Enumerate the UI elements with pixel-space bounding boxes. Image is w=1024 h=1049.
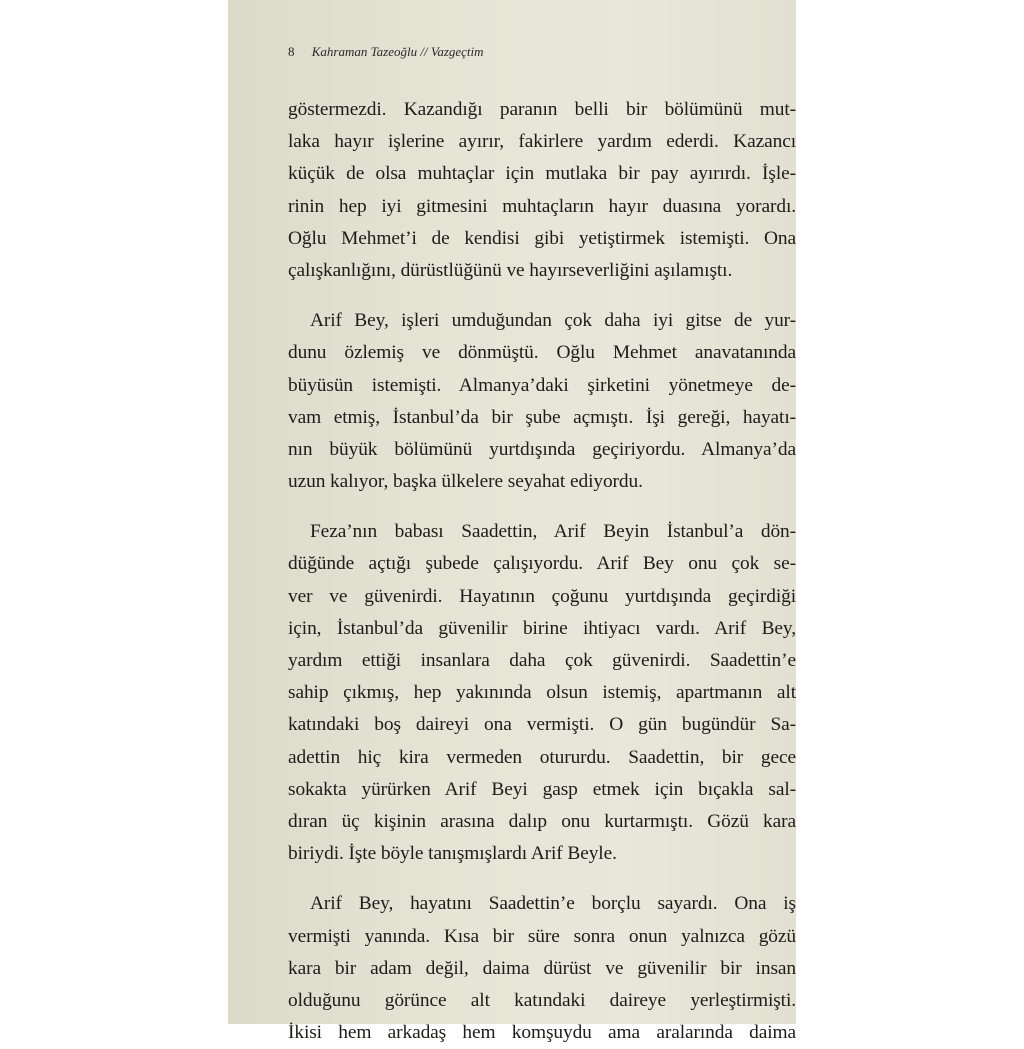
paragraph-2: [288, 305, 796, 498]
text-line: rinin hep iyi gitmesini muhtaçların hayır duasına yorardı.: [288, 195, 796, 217]
text-line: adettin hiç kira vermeden otururdu. Saadettin, bir gece: [288, 746, 796, 768]
text-line: vam etmiş, İstanbul’da bir şube açmıştı. İşi gereği, hayatı-: [288, 406, 796, 428]
text-line: nın büyük bölümünü yurtdışında geçiriyordu. Almanya’da: [288, 438, 796, 460]
book-page: [228, 0, 796, 1044]
text-line: dunu özlemiş ve dönmüştü. Oğlu Mehmet anavatanında: [288, 342, 796, 364]
text-line: ver ve güvenirdi. Hayatının çoğunu yurtdışında geçirdiği: [288, 585, 796, 607]
text-line: Feza’nın babası Saadettin, Arif Beyin İstanbul’a dön-: [310, 521, 796, 543]
page-number: 8: [288, 44, 295, 59]
text-line: çalışkanlığını, dürüstlüğünü ve hayırseverliğini aşılamıştı.: [288, 259, 733, 281]
paragraph-3: [288, 516, 796, 870]
paragraph-1: [288, 94, 796, 287]
text-line: sahip çıkmış, hep yakınında olsun istemiş, apartmanın alt: [288, 682, 796, 704]
text-line: küçük de olsa muhtaçlar için mutlaka bir pay ayırırdı. İşle-: [288, 163, 796, 185]
text-line: dıran üç kişinin arasına dalıp onu kurtarmıştı. Gözü kara: [288, 810, 796, 832]
text-line: vermişti yanında. Kısa bir süre sonra onun yalnızca gözü: [288, 925, 796, 947]
text-line: Oğlu Mehmet’i de kendisi gibi yetiştirmek istemişti. Ona: [288, 227, 796, 249]
text-line: için, İstanbul’da güvenilir birine ihtiyacı vardı. Arif Bey,: [288, 617, 796, 639]
text-line: büyüsün istemişti. Almanya’daki şirketini yönetmeye de-: [288, 374, 796, 396]
text-line: laka hayır işlerine ayırır, fakirlere yardım ederdi. Kazancı: [288, 131, 796, 153]
text-line: Arif Bey, hayatını Saadettin’e borçlu sayardı. Ona iş: [310, 893, 796, 915]
text-line: İkisi hem arkadaş hem komşuydu ama aralarında daima: [288, 1022, 796, 1044]
text-line: yardım ettiği insanlara daha çok güvenirdi. Saadettin’e: [288, 650, 796, 671]
text-line: katındaki boş daireyi ona vermişti. O gün bugündür Sa-: [288, 714, 796, 736]
body-text: [288, 94, 796, 1049]
text-line: biriydi. İşte böyle tanışmışlardı Arif Beyle.: [288, 843, 617, 865]
book-title: Kahraman Tazeoğlu // Vazgeçtim: [311, 44, 484, 59]
running-head: [288, 44, 484, 60]
text-line: sokakta yürürken Arif Beyi gasp etmek için bıçakla sal-: [288, 778, 796, 800]
text-line: düğünde açtığı şubede çalışıyordu. Arif Bey onu çok se-: [288, 553, 796, 575]
paragraph-4: [288, 888, 796, 1049]
text-line: kara bir adam değil, daima dürüst ve güvenilir bir insan: [288, 957, 796, 979]
text-line: olduğunu görünce alt katındaki daireye yerleştirmişti.: [288, 989, 796, 1011]
text-line: Arif Bey, işleri umduğundan çok daha iyi gitse de yur-: [310, 310, 796, 332]
text-line: göstermezdi. Kazandığı paranın belli bir bölümünü mut-: [288, 99, 796, 120]
text-line: uzun kalıyor, başka ülkelere seyahat ediyordu.: [288, 471, 643, 493]
